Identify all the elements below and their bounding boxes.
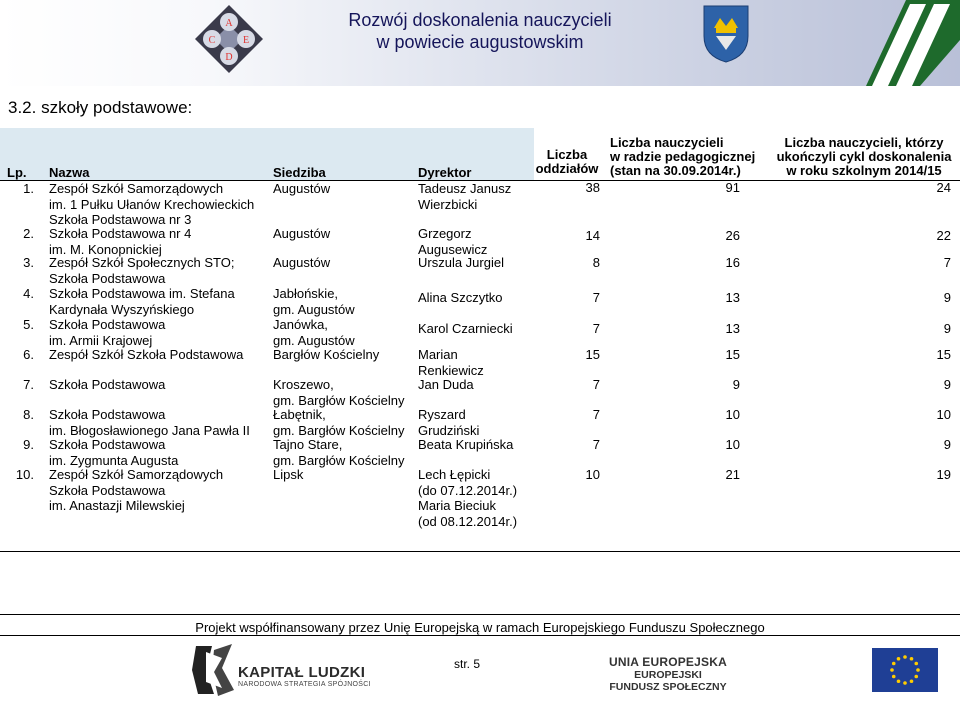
table-cell-doskonalenie: 19 <box>936 467 951 482</box>
table-cell-nazwa: Szkoła Podstawowa nr 4 im. M. Konopnickiej <box>49 226 192 257</box>
logo-letter: C <box>208 35 216 46</box>
eu-star <box>914 675 918 679</box>
table-cell-siedziba: Janówka, gm. Augustów <box>273 317 355 348</box>
table-cell-nauczyciele: 15 <box>725 347 740 362</box>
table-cell-nazwa: Zespół Szkół Samorządowych im. 1 Pułku Ułanów Krechowieckich Szkoła Podstawowa nr 3 <box>49 181 255 228</box>
eu-line1: UNIA EUROPEJSKA <box>609 655 727 669</box>
table-cell-nauczyciele: 16 <box>725 255 740 270</box>
table-cell-oddzialy: 8 <box>592 255 600 270</box>
eu-star <box>897 657 901 661</box>
eu-star <box>903 655 907 659</box>
eu-star <box>897 679 901 683</box>
section-heading: 3.2. szkoły podstawowe: <box>8 98 193 117</box>
kapital-ludzki-subtitle: NARODOWA STRATEGIA SPÓJNOŚCI <box>238 681 371 688</box>
table-cell-nazwa: Zespół Szkół Szkoła Podstawowa <box>49 347 244 362</box>
logo-letter: E <box>242 35 250 46</box>
table-cell-nazwa: Szkoła Podstawowa im. Armii Krajowej <box>49 317 166 348</box>
table-cell-lp: 4. <box>23 286 34 301</box>
eu-star <box>903 681 907 685</box>
table-cell-siedziba: Tajno Stare, gm. Bargłów Kościelny <box>273 437 405 468</box>
eu-star <box>892 662 896 666</box>
table-cell-dyrektor: Urszula Jurgiel <box>418 255 504 270</box>
eu-line3: FUNDUSZ SPOŁECZNY <box>609 681 727 693</box>
table-cell-siedziba: Augustów <box>273 226 331 241</box>
table-cell-nazwa: Szkoła Podstawowa im. Zygmunta Augusta <box>49 437 179 468</box>
header-title <box>300 9 660 53</box>
table-cell-oddzialy: 38 <box>585 180 600 195</box>
table-cell-nauczyciele: 10 <box>725 407 740 422</box>
kapital-ludzki-logo <box>238 664 371 688</box>
table-cell-doskonalenie: 15 <box>936 347 951 362</box>
table-cell-doskonalenie: 22 <box>936 228 951 243</box>
col-header-dyrektor: Dyrektor <box>418 165 472 180</box>
table-cell-lp: 7. <box>23 377 34 392</box>
col-header-nauczyciele: Liczba nauczycieli w radzie pedagogicznej (stan na 30.09.2014r.) <box>610 135 756 178</box>
table-cell-doskonalenie: 9 <box>943 377 951 392</box>
table-cell-dyrektor: Lech Łępicki (do 07.12.2014r.) Maria Bieciuk (od 08.12.2014r.) <box>418 467 518 529</box>
table-cell-dyrektor: Beata Krupińska <box>418 437 514 452</box>
table-cell-oddzialy: 7 <box>592 290 600 305</box>
table-cell-siedziba: Bargłów Kościelny <box>273 347 380 362</box>
table-cell-lp: 10. <box>15 467 34 482</box>
table-cell-dyrektor: Alina Szczytko <box>418 290 503 305</box>
logo-letter: D <box>225 52 233 63</box>
table-cell-nazwa: Szkoła Podstawowa im. Błogosławionego Jana Pawła II <box>49 407 250 438</box>
table-cell-siedziba: Augustów <box>273 181 331 196</box>
table-cell-oddzialy: 10 <box>585 467 600 482</box>
eu-star <box>892 675 896 679</box>
eu-star <box>914 662 918 666</box>
eu-text-block <box>588 655 748 693</box>
table-cell-dyrektor: Tadeusz Janusz Wierzbicki <box>418 181 512 212</box>
kapital-ludzki-icon <box>192 642 236 698</box>
eu-star <box>890 668 894 672</box>
table-cell-doskonalenie: 10 <box>936 407 951 422</box>
col-header-oddzialy: Liczba oddziałów <box>535 147 599 176</box>
eu-flag-icon <box>872 648 938 692</box>
table-bottom-rule <box>0 551 960 552</box>
table-cell-nazwa: Zespół Szkół Samorządowych Szkoła Podstawowa im. Anastazji Milewskiej <box>49 467 224 514</box>
table-cell-oddzialy: 7 <box>592 377 600 392</box>
table-cell-siedziba: Jabłońskie, gm. Augustów <box>273 286 355 317</box>
table-cell-oddzialy: 7 <box>592 321 600 336</box>
table-cell-lp: 2. <box>23 226 34 241</box>
col-header-nazwa: Nazwa <box>49 165 90 180</box>
table-cell-dyrektor: Jan Duda <box>418 377 474 392</box>
table-cell-doskonalenie: 7 <box>943 255 951 270</box>
table-cell-oddzialy: 7 <box>592 407 600 422</box>
footer-rule-bottom <box>0 635 960 636</box>
kapital-ludzki-title: KAPITAŁ LUDZKI <box>238 664 366 681</box>
eu-star <box>910 657 914 661</box>
table-cell-dyrektor: Karol Czarniecki <box>418 321 513 336</box>
header-title-line1: Rozwój doskonalenia nauczycieli <box>348 10 612 30</box>
powiat-crest-icon <box>700 2 752 64</box>
table-cell-nazwa: Szkoła Podstawowa im. Stefana Kardynała Wyszyńskiego <box>49 286 235 317</box>
table-cell-siedziba: Lipsk <box>273 467 304 482</box>
table-cell-oddzialy: 7 <box>592 437 600 452</box>
table-cell-lp: 1. <box>23 181 34 196</box>
stripe-emblem-icon <box>866 0 960 86</box>
table-cell-nauczyciele: 13 <box>725 321 740 336</box>
table-cell-nauczyciele: 13 <box>725 290 740 305</box>
col-header-lp: Lp. <box>7 165 27 180</box>
footer-rule <box>0 614 960 615</box>
table-cell-lp: 9. <box>23 437 34 452</box>
table-cell-dyrektor: Grzegorz Augusewicz <box>418 226 488 257</box>
table-cell-siedziba: Augustów <box>273 255 331 270</box>
table-cell-nauczyciele: 9 <box>732 377 740 392</box>
table-cell-lp: 5. <box>23 317 34 332</box>
table-cell-siedziba: Łabętnik, gm. Bargłów Kościelny <box>273 407 405 438</box>
cae-logo-icon <box>188 0 270 78</box>
table-cell-nauczyciele: 91 <box>725 180 740 195</box>
logo-letter: A <box>225 18 233 29</box>
table-cell-nauczyciele: 26 <box>725 228 740 243</box>
page-number: str. 5 <box>454 657 481 671</box>
table-cell-doskonalenie: 9 <box>943 290 951 305</box>
table-cell-lp: 3. <box>23 255 34 270</box>
table-cell-oddzialy: 14 <box>585 228 600 243</box>
table-cell-dyrektor: Ryszard Grudziński <box>418 407 480 438</box>
table-cell-nazwa: Zespół Szkół Społecznych STO; Szkoła Podstawowa <box>49 255 235 286</box>
table-cell-siedziba: Kroszewo, gm. Bargłów Kościelny <box>273 377 405 408</box>
table-cell-nazwa: Szkoła Podstawowa <box>49 377 166 392</box>
table-cell-doskonalenie: 9 <box>943 437 951 452</box>
table-cell-lp: 8. <box>23 407 34 422</box>
col-header-doskonalenie: Liczba nauczycieli, którzy ukończyli cykl doskonalenia w roku szkolnym 2014/15 <box>776 135 952 178</box>
table-cell-nauczyciele: 21 <box>725 467 740 482</box>
eu-star <box>916 668 920 672</box>
table-cell-doskonalenie: 9 <box>943 321 951 336</box>
table-cell-lp: 6. <box>23 347 34 362</box>
col-header-siedziba: Siedziba <box>273 165 326 180</box>
eu-line2: EUROPEJSKI <box>634 669 702 681</box>
table-cell-doskonalenie: 24 <box>936 180 951 195</box>
table-cell-oddzialy: 15 <box>585 347 600 362</box>
eu-star <box>910 679 914 683</box>
footer-project-text: Projekt współfinansowany przez Unię Europejską w ramach Europejskiego Funduszu Społecznego <box>195 620 765 635</box>
table-cell-nauczyciele: 10 <box>725 437 740 452</box>
header-title-line2: w powiecie augustowskim <box>376 32 584 52</box>
table-cell-dyrektor: Marian Renkiewicz <box>418 347 484 378</box>
